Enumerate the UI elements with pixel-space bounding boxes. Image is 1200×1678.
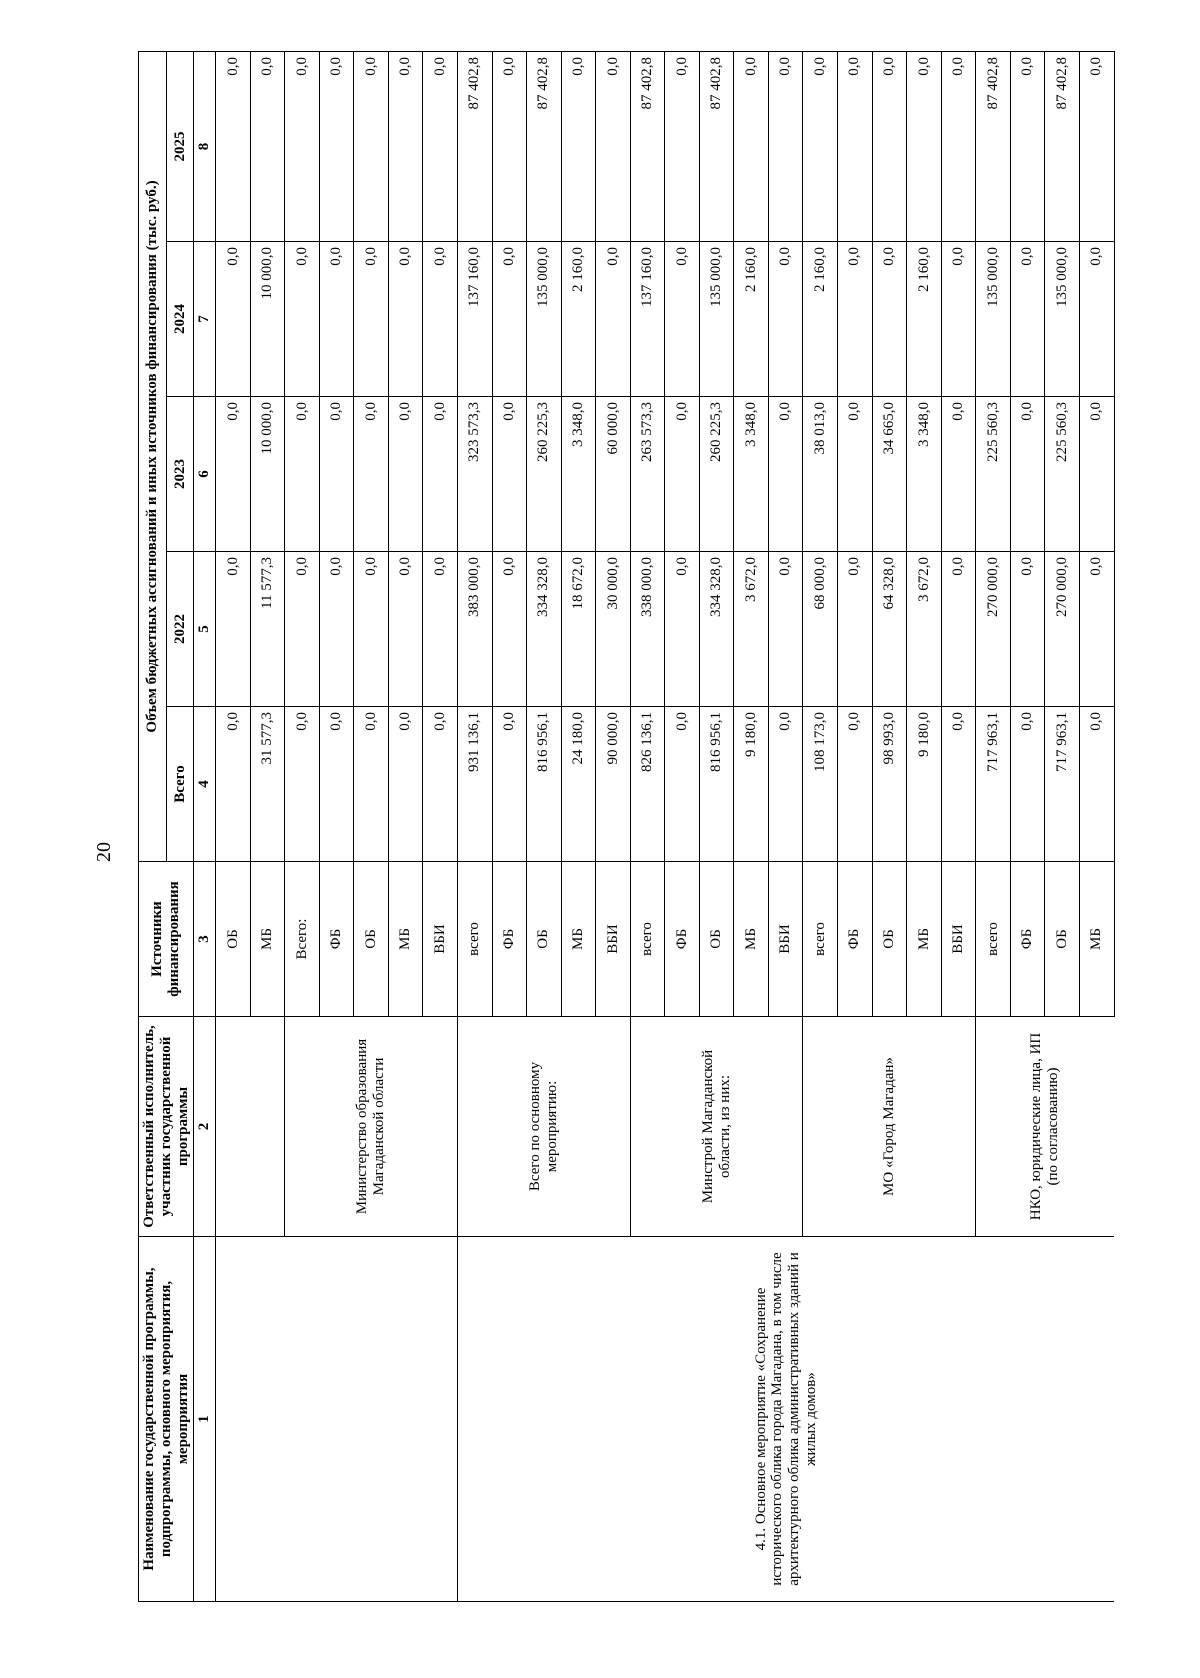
executor-minstroy: Минстрой Магаданской области, из них:: [630, 1017, 803, 1237]
value-cell: 0,0: [492, 552, 527, 707]
index-cell: 4: [194, 707, 216, 862]
value-cell: 68 000,0: [803, 552, 838, 707]
source-cell: МБ: [388, 862, 423, 1017]
value-cell: 0,0: [872, 242, 907, 397]
name-cell-empty: [216, 1237, 458, 1602]
value-cell: 3 672,0: [734, 552, 769, 707]
value-cell: 0,0: [838, 707, 873, 862]
value-cell: 38 013,0: [803, 397, 838, 552]
source-cell: МБ: [250, 862, 285, 1017]
value-cell: 0,0: [423, 52, 458, 242]
header-volume: Объем бюджетных ассигнований и иных источников финансирования (тыс. руб.): [139, 52, 167, 862]
value-cell: 3 348,0: [734, 397, 769, 552]
index-cell: 6: [194, 397, 216, 552]
value-cell: 108 173,0: [803, 707, 838, 862]
value-cell: 60 000,0: [596, 397, 631, 552]
source-cell: всего: [458, 862, 493, 1017]
value-cell: 338 000,0: [630, 552, 665, 707]
value-cell: 135 000,0: [976, 242, 1011, 397]
value-cell: 0,0: [319, 242, 354, 397]
value-cell: 0,0: [665, 707, 700, 862]
value-cell: 135 000,0: [699, 242, 734, 397]
value-cell: 11 577,3: [250, 552, 285, 707]
value-cell: 87 402,8: [1045, 52, 1080, 242]
index-cell: 2: [194, 1017, 216, 1237]
value-cell: 0,0: [423, 242, 458, 397]
value-cell: 0,0: [285, 242, 320, 397]
value-cell: 98 993,0: [872, 707, 907, 862]
source-cell: ФБ: [319, 862, 354, 1017]
value-cell: 0,0: [941, 707, 976, 862]
value-cell: 24 180,0: [561, 707, 596, 862]
value-cell: 0,0: [1079, 397, 1114, 552]
value-cell: 87 402,8: [699, 52, 734, 242]
value-cell: 0,0: [734, 52, 769, 242]
table-body: [216, 52, 1115, 1602]
value-cell: 0,0: [1079, 707, 1114, 862]
value-cell: 0,0: [388, 52, 423, 242]
value-cell: 263 573,3: [630, 397, 665, 552]
value-cell: 3 348,0: [907, 397, 942, 552]
source-cell: ВБИ: [768, 862, 803, 1017]
source-cell: всего: [630, 862, 665, 1017]
value-cell: 0,0: [388, 397, 423, 552]
value-cell: 0,0: [216, 707, 251, 862]
value-cell: 260 225,3: [527, 397, 562, 552]
index-cell: 7: [194, 242, 216, 397]
value-cell: 0,0: [1079, 242, 1114, 397]
value-cell: 270 000,0: [1045, 552, 1080, 707]
index-cell: 3: [194, 862, 216, 1017]
value-cell: 0,0: [354, 707, 389, 862]
value-cell: 64 328,0: [872, 552, 907, 707]
value-cell: 0,0: [665, 242, 700, 397]
value-cell: 0,0: [872, 52, 907, 242]
value-cell: 0,0: [285, 397, 320, 552]
value-cell: 3 348,0: [561, 397, 596, 552]
value-cell: 0,0: [423, 552, 458, 707]
executor-total-measure: Всего по основному мероприятию:: [458, 1017, 631, 1237]
value-cell: 3 672,0: [907, 552, 942, 707]
value-cell: 717 963,1: [1045, 707, 1080, 862]
source-cell: ОБ: [872, 862, 907, 1017]
source-cell: ФБ: [838, 862, 873, 1017]
value-cell: 0,0: [388, 242, 423, 397]
value-cell: 0,0: [319, 397, 354, 552]
value-cell: 135 000,0: [527, 242, 562, 397]
value-cell: 0,0: [838, 242, 873, 397]
value-cell: 0,0: [768, 397, 803, 552]
source-cell: ВБИ: [941, 862, 976, 1017]
source-cell: всего: [803, 862, 838, 1017]
header-total: Всего: [166, 707, 194, 862]
executor-mo-magadan: МО «Город Магадан»: [803, 1017, 976, 1237]
value-cell: 2 160,0: [907, 242, 942, 397]
value-cell: 225 560,3: [976, 397, 1011, 552]
value-cell: 334 328,0: [699, 552, 734, 707]
value-cell: 0,0: [768, 552, 803, 707]
measure-4-1-name: 4.1. Основное мероприятие «Сохранение исторического облика города Магадана, в том числе архитектурного облика административных зданий и жилых домов»: [458, 1237, 1115, 1602]
value-cell: 18 672,0: [561, 552, 596, 707]
value-cell: 0,0: [319, 707, 354, 862]
header-executor-col: Ответственный исполнитель, участник государственной программы: [139, 1017, 194, 1237]
table-row: [216, 52, 251, 1602]
value-cell: 826 136,1: [630, 707, 665, 862]
source-cell: Всего:: [285, 862, 320, 1017]
rotated-table-container: [138, 52, 1103, 1602]
value-cell: 9 180,0: [907, 707, 942, 862]
value-cell: 10 000,0: [250, 397, 285, 552]
value-cell: 0,0: [838, 52, 873, 242]
value-cell: 0,0: [596, 52, 631, 242]
source-cell: МБ: [907, 862, 942, 1017]
source-cell: МБ: [1079, 862, 1114, 1017]
value-cell: 34 665,0: [872, 397, 907, 552]
executor-nko: НКО, юридические лица, ИП (по согласованию): [976, 1017, 1115, 1237]
value-cell: 0,0: [423, 397, 458, 552]
value-cell: 0,0: [492, 242, 527, 397]
header-2025: 2025: [166, 52, 194, 242]
value-cell: 225 560,3: [1045, 397, 1080, 552]
source-cell: ОБ: [354, 862, 389, 1017]
value-cell: 0,0: [1079, 52, 1114, 242]
header-row-1: [139, 52, 167, 1602]
value-cell: 0,0: [423, 707, 458, 862]
source-cell: МБ: [734, 862, 769, 1017]
source-cell: ВБИ: [423, 862, 458, 1017]
value-cell: 0,0: [492, 397, 527, 552]
value-cell: 270 000,0: [976, 552, 1011, 707]
table-row: [458, 52, 493, 1602]
value-cell: 0,0: [354, 52, 389, 242]
index-cell: 8: [194, 52, 216, 242]
value-cell: 90 000,0: [596, 707, 631, 862]
value-cell: 0,0: [319, 52, 354, 242]
value-cell: 2 160,0: [561, 242, 596, 397]
source-cell: ОБ: [699, 862, 734, 1017]
value-cell: 816 956,1: [527, 707, 562, 862]
value-cell: 0,0: [216, 552, 251, 707]
value-cell: 0,0: [768, 707, 803, 862]
value-cell: 137 160,0: [630, 242, 665, 397]
value-cell: 0,0: [596, 242, 631, 397]
index-cell: 5: [194, 552, 216, 707]
value-cell: 0,0: [354, 242, 389, 397]
value-cell: 0,0: [561, 52, 596, 242]
source-cell: ОБ: [216, 862, 251, 1017]
value-cell: 0,0: [768, 52, 803, 242]
value-cell: 0,0: [250, 52, 285, 242]
index-row: [194, 52, 216, 1602]
value-cell: 87 402,8: [527, 52, 562, 242]
header-2022: 2022: [166, 552, 194, 707]
value-cell: 0,0: [665, 397, 700, 552]
value-cell: 0,0: [665, 52, 700, 242]
value-cell: 30 000,0: [596, 552, 631, 707]
header-sources-col: Источники финансирования: [139, 862, 194, 1017]
value-cell: 2 160,0: [803, 242, 838, 397]
value-cell: 0,0: [768, 242, 803, 397]
value-cell: 717 963,1: [976, 707, 1011, 862]
value-cell: 0,0: [907, 52, 942, 242]
executor-ministry-education: Министерство образования Магаданской области: [285, 1017, 458, 1237]
value-cell: 2 160,0: [734, 242, 769, 397]
value-cell: 0,0: [492, 52, 527, 242]
source-cell: всего: [976, 862, 1011, 1017]
header-name-col: Наименование государственной программы, подпрограммы, основного мероприятия, мероприятия: [139, 1237, 194, 1602]
value-cell: 0,0: [1010, 52, 1045, 242]
value-cell: 87 402,8: [458, 52, 493, 242]
value-cell: 0,0: [354, 552, 389, 707]
value-cell: 323 573,3: [458, 397, 493, 552]
financing-table: [138, 51, 1115, 1602]
value-cell: 0,0: [216, 397, 251, 552]
value-cell: 0,0: [941, 242, 976, 397]
source-cell: ФБ: [665, 862, 700, 1017]
value-cell: 87 402,8: [976, 52, 1011, 242]
value-cell: 0,0: [838, 397, 873, 552]
value-cell: 0,0: [1010, 707, 1045, 862]
value-cell: 931 136,1: [458, 707, 493, 862]
value-cell: 0,0: [941, 397, 976, 552]
header-2023: 2023: [166, 397, 194, 552]
executor-cell-empty: [216, 1017, 285, 1237]
value-cell: 0,0: [1010, 242, 1045, 397]
value-cell: 0,0: [354, 397, 389, 552]
value-cell: 87 402,8: [630, 52, 665, 242]
value-cell: 31 577,3: [250, 707, 285, 862]
value-cell: 0,0: [388, 707, 423, 862]
source-cell: ФБ: [1010, 862, 1045, 1017]
source-cell: ОБ: [527, 862, 562, 1017]
value-cell: 0,0: [319, 552, 354, 707]
value-cell: 383 000,0: [458, 552, 493, 707]
value-cell: 0,0: [1010, 397, 1045, 552]
value-cell: 137 160,0: [458, 242, 493, 397]
index-cell: 1: [194, 1237, 216, 1602]
value-cell: 0,0: [838, 552, 873, 707]
value-cell: 0,0: [941, 52, 976, 242]
value-cell: 0,0: [803, 52, 838, 242]
value-cell: 10 000,0: [250, 242, 285, 397]
value-cell: 0,0: [665, 552, 700, 707]
source-cell: ОБ: [1045, 862, 1080, 1017]
value-cell: 0,0: [285, 52, 320, 242]
value-cell: 0,0: [216, 242, 251, 397]
value-cell: 135 000,0: [1045, 242, 1080, 397]
value-cell: 0,0: [285, 552, 320, 707]
source-cell: ФБ: [492, 862, 527, 1017]
source-cell: ВБИ: [596, 862, 631, 1017]
source-cell: МБ: [561, 862, 596, 1017]
value-cell: 0,0: [285, 707, 320, 862]
value-cell: 0,0: [1079, 552, 1114, 707]
header-2024: 2024: [166, 242, 194, 397]
value-cell: 260 225,3: [699, 397, 734, 552]
value-cell: 816 956,1: [699, 707, 734, 862]
page-number: 20: [92, 842, 115, 862]
value-cell: 0,0: [492, 707, 527, 862]
value-cell: 334 328,0: [527, 552, 562, 707]
value-cell: 0,0: [941, 552, 976, 707]
value-cell: 0,0: [388, 552, 423, 707]
value-cell: 9 180,0: [734, 707, 769, 862]
value-cell: 0,0: [216, 52, 251, 242]
value-cell: 0,0: [1010, 552, 1045, 707]
